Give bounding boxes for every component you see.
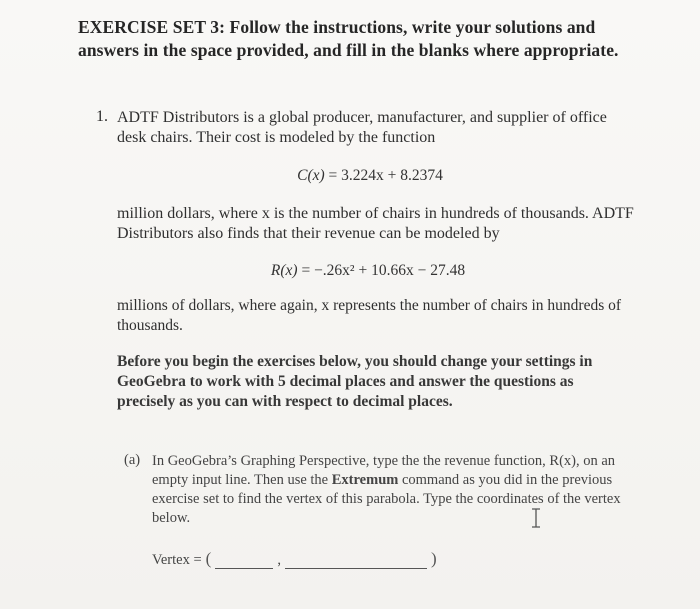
part-a-label: (a) [124,452,141,468]
vertex-x-blank[interactable] [215,554,273,569]
part-a-text [152,452,622,528]
revenue-lhs: R(x) [270,262,298,279]
problem-intro: ADTF Distributors is a global producer, manufacturer, and supplier of office desk chairs. Their cost is modeled by the function [117,109,607,146]
extremum-command: Extremum [331,472,399,488]
vertex-comma: , [277,552,281,568]
cost-rhs: = 3.224x + 8.2374 [324,167,443,184]
vertex-y-blank[interactable] [285,554,427,569]
exercise-heading [78,16,648,62]
exercise-heading-lead: EXERCISE SET 3: [78,17,226,37]
part-a-text-2: command as you did in the previous exercise set to find the vertex of this parabola. Type the coordinates of the vertex below. [152,472,621,526]
vertex-close-paren: ) [430,549,437,568]
part-a-text-1: In GeoGebra’s Graphing Perspective, type the the revenue function, R(x), on an empty input line. Then use the [152,453,616,488]
cost-equation [20,167,700,185]
revenue-description: millions of dollars, where again, x represents the number of chairs in hundreds of thousands. [117,297,622,334]
exercise-heading-rest: Follow the instructions, write your solutions and answers in the space provided, and fill in the blanks where appropriate. [78,17,619,60]
vertex-label: Vertex = [152,552,202,568]
revenue-rhs: = −.26x² + 10.66x − 27.48 [297,262,466,279]
cost-description: million dollars, where x is the number of chairs in hundreds of thousands. ADTF Distributors also finds that their revenue can be modeled by [117,205,634,242]
vertex-answer-row [152,549,437,569]
text-cursor-icon [531,508,541,528]
vertex-open-paren: ( [205,549,212,568]
problem-number: 1. [96,108,108,125]
cost-lhs: C(x) [297,167,325,184]
revenue-equation [18,262,700,280]
instructions-paragraph: Before you begin the exercises below, you should change your settings in GeoGebra to work with 5 decimal places and answer the questions as precisely as you can with respect to decimal places. [117,353,593,410]
